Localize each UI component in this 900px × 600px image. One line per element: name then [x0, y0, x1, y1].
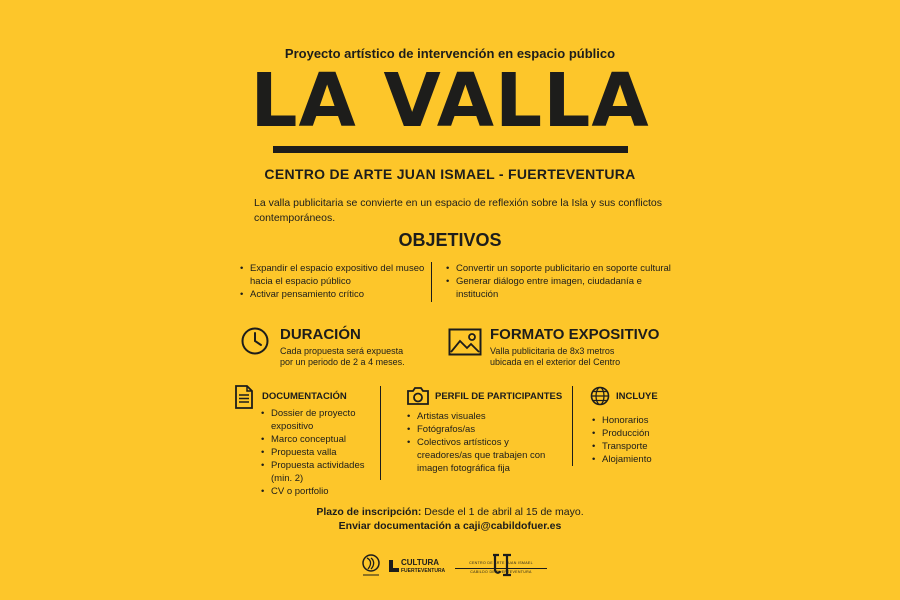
list-item: • Propuesta valla: [271, 446, 374, 459]
cultura-logo-mark: [388, 559, 400, 573]
list-item: • Colectivos artísticos y creadores/as que trabajen con imagen fotográfica fija: [417, 436, 565, 475]
list-item: • Activar pensamiento crítico: [250, 288, 428, 301]
divider: [431, 262, 432, 302]
plazo-text: [0, 506, 900, 518]
caji-logo-line1: CENTRO DE ARTE JUAN ISMAEL: [469, 561, 533, 565]
duracion-line1: Cada propuesta será expuesta: [280, 346, 404, 356]
incluye-list: [590, 414, 700, 466]
clock-icon: [240, 326, 270, 356]
objetivos-title: OBJETIVOS: [398, 230, 502, 250]
list-item: • Producción: [602, 427, 700, 440]
objetivos-left: [238, 262, 428, 301]
plazo-value: Desde el 1 de abril al 15 de mayo.: [421, 506, 584, 518]
objetivos-right: [444, 262, 684, 301]
cultura-logo-sub: FUERTEVENTURA: [401, 568, 446, 574]
enviar-text: Enviar documentación a caji@cabildofuer.es: [338, 520, 562, 532]
list-item: • Honorarios: [602, 414, 700, 427]
globe-icon: [590, 386, 610, 406]
camera-icon: [406, 386, 430, 406]
subtitle: Proyecto artístico de intervención en espacio público: [284, 46, 616, 61]
title-underline: [273, 146, 628, 153]
page-title: LA VALLA: [250, 58, 650, 144]
list-item: • Convertir un soporte publicitario en soporte cultural: [456, 262, 684, 275]
formato-title: FORMATO EXPOSITIVO: [490, 326, 660, 343]
document-icon: [234, 384, 254, 410]
list-item: • Marco conceptual: [271, 433, 374, 446]
list-item: • Dossier de proyecto expositivo: [271, 407, 374, 433]
list-item: • Transporte: [602, 440, 700, 453]
perfil-title: PERFIL DE PARTICIPANTES: [435, 391, 563, 402]
formato-line2: ubicada en el exterior del Centro: [490, 357, 621, 367]
list-item: • CV o portfolio: [271, 485, 374, 498]
list-item: • Alojamiento: [602, 453, 700, 466]
center-name: CENTRO DE ARTE JUAN ISMAEL - FUERTEVENTURA: [264, 166, 636, 182]
divider: [572, 386, 573, 466]
list-item: • Generar diálogo entre imagen, ciudadanía e institución: [456, 275, 684, 301]
documentacion-title: DOCUMENTACIÓN: [262, 391, 347, 402]
cultura-logo-text: CULTURA: [401, 558, 440, 567]
incluye-title: INCLUYE: [616, 391, 658, 402]
duracion-title: DURACIÓN: [280, 326, 361, 343]
duracion-line2: por un periodo de 2 a 4 meses.: [280, 357, 405, 367]
plazo-label: Plazo de inscripción:: [316, 506, 422, 518]
perfil-list: [405, 410, 565, 475]
list-item: • Propuesta actividades (min. 2): [271, 459, 374, 485]
list-item: • Fotógrafos/as: [417, 423, 565, 436]
list-item: • Expandir el espacio expositivo del museo hacia el espacio público: [250, 262, 428, 288]
list-item: • Artistas visuales: [417, 410, 565, 423]
intro-text: La valla publicitaria se convierte en un espacio de reflexión sobre la Isla y sus conflictos contemporáneos.: [254, 197, 662, 224]
documentacion-list: [259, 407, 374, 498]
caji-logo-monogram: [491, 553, 513, 577]
image-icon: [448, 328, 482, 356]
divider: [380, 386, 381, 480]
caji-logo-line2: CABILDO DE FUERTEVENTURA: [470, 570, 532, 574]
formato-line1: Valla publicitaria de 8x3 metros: [490, 346, 615, 356]
cabildo-logo: [360, 554, 382, 578]
